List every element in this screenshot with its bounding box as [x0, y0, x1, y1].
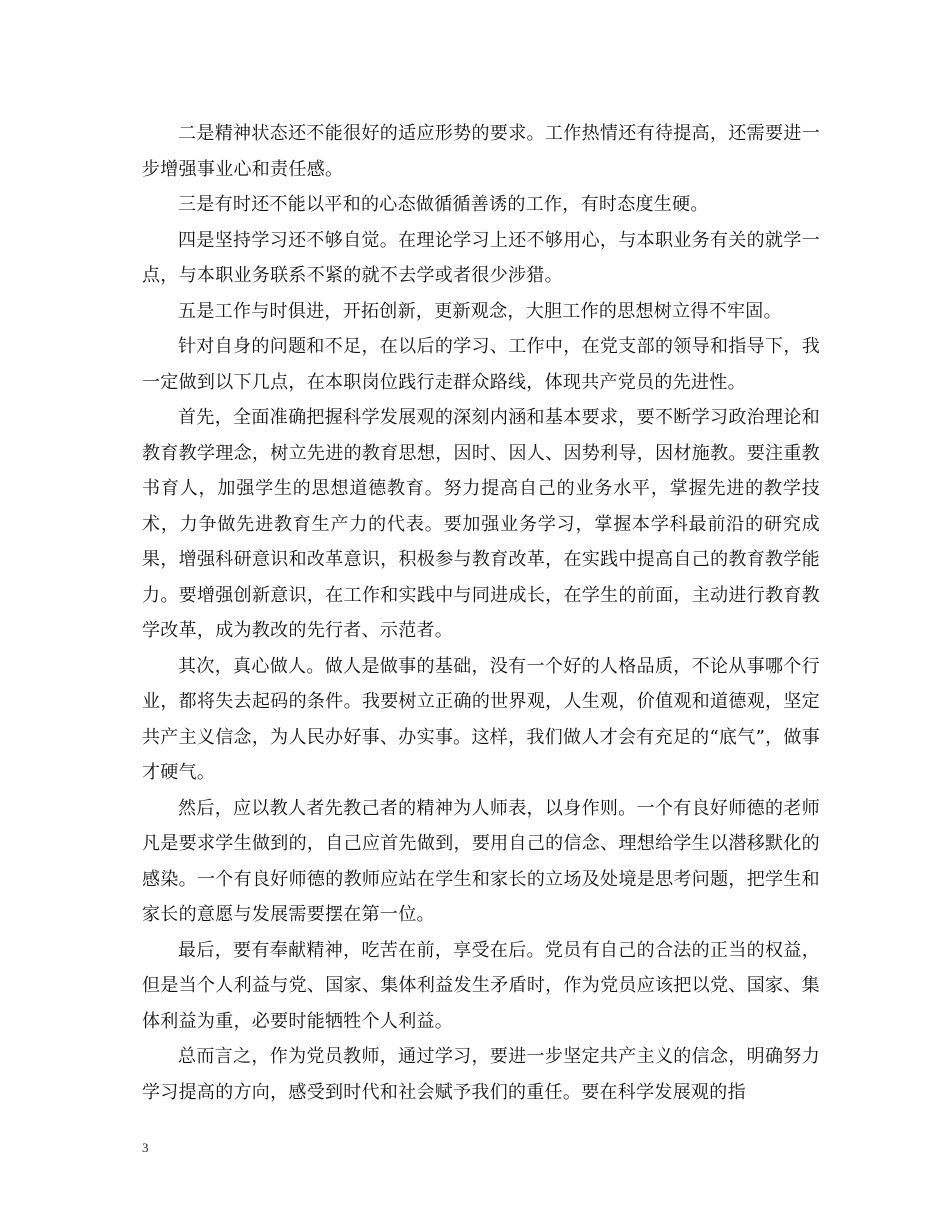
paragraph: 首先，全面准确把握科学发展观的深刻内涵和基本要求，要不断学习政治理论和教育教学理念，树立先进的教育思想，因时、因人、因势利导，因材施教。要注重教书育人，加强学生的思想道德教育。努力提高自己的业务水平，掌握先进的教学技术，力争做先进教育生产力的代表。要加强业务学习，掌握本学科最前沿的研究成果，增强科研意识和改革意识，积极参与教育改革，在实践中提高自己的教育教学能力。要增强创新意识，在工作和实践中与同进成长，在学生的前面，主动进行教育教学改革，成为教改的先行者、示范者。 — [142, 407, 820, 641]
paragraph: 三是有时还不能以平和的心态做循循善诱的工作，有时态度生硬。 — [178, 194, 709, 215]
page-number: 3 — [142, 1140, 149, 1155]
paragraph: 五是工作与时俱进，开拓创新，更新观念，大胆工作的思想树立得不牢固。 — [178, 300, 782, 322]
paragraph: 然后，应以教人者先教己者的精神为人师表，以身作则。一个有良好师德的老师凡是要求学生做到的，自己应首先做到，要用自己的信念、理想给学生以潜移默化的感染。一个有良好师德的教师应站在学生和家长的立场及处境是思考问题，把学生和家长的意愿与发展需要摆在第一位。 — [142, 797, 820, 925]
paragraph: 四是坚持学习还不够自觉。在理论学习上还不够用心，与本职业务有关的就学一点，与本职业务联系不紧的就不去学或者很少涉猎。 — [142, 229, 820, 286]
document-body — [142, 116, 820, 1110]
paragraph: 其次，真心做人。做人是做事的基础，没有一个好的人格品质，不论从事哪个行业，都将失去起码的条件。我要树立正确的世界观，人生观，价值观和道德观，坚定共产主义信念，为人民办好事、办实事。这样，我们做人才会有充足的“底气”，做事才硬气。 — [142, 655, 820, 783]
paragraph: 最后，要有奉献精神，吃苦在前，享受在后。党员有自己的合法的正当的权益，但是当个人利益与党、国家、集体利益发生矛盾时，作为党员应该把以党、国家、集体利益为重，必要时能牺牲个人利益。 — [142, 939, 820, 1032]
paragraph: 针对自身的问题和不足，在以后的学习、工作中，在党支部的领导和指导下，我一定做到以下几点，在本职岗位践行走群众路线，体现共产党员的先进性。 — [142, 336, 820, 393]
paragraph: 总而言之，作为党员教师，通过学习，要进一步坚定共产主义的信念，明确努力学习提高的方向，感受到时代和社会赋予我们的重任。要在科学发展观的指 — [142, 1046, 820, 1103]
paragraph: 二是精神状态还不能很好的适应形势的要求。工作热情还有待提高，还需要进一步增强事业心和责任感。 — [142, 123, 820, 180]
